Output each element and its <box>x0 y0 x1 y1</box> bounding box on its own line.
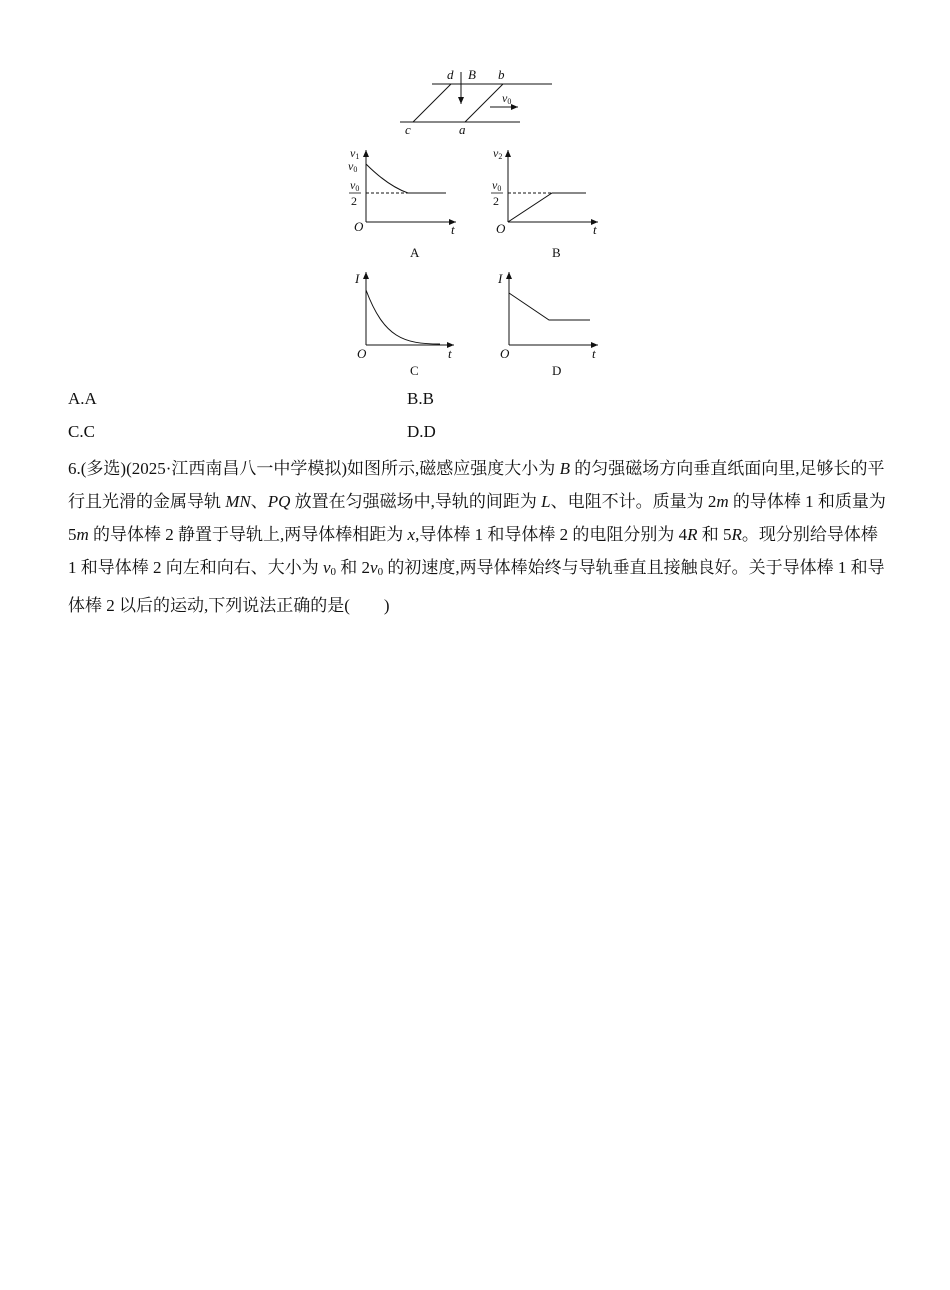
origin-label: O <box>496 221 506 236</box>
graph-b <box>491 146 598 260</box>
origin-label: O <box>354 219 364 234</box>
label-d: d <box>447 67 454 82</box>
question-6: 6.(多选)(2025·江西南昌八一中学模拟)如图所示,磁感应强度大小为 B 的匀强磁场方向垂直纸面向里,足够长的平行且光滑的金属导轨 MN、PQ 放置在匀强磁场中,导轨的间距为 L、电阻不计。质量为 2m 的导体棒 1 和质量为 5m 的导体棒 2 静置于导轨上,两导体棒相距为 x,导体棒 1 和导体棒 2 的电阻分别为 4R 和 5R。现分别给导体棒 1 和导体棒 2 向左和向右、大小为 $v_0$ 和 $2v_0$ 的初速度,两导体棒始终与导轨垂直且接触良好。关于导体棒 1 和导体棒 2 以后的运动,下列说法正确的是( ) <box>68 459 886 615</box>
graph-c <box>354 271 454 378</box>
x-label: t <box>451 222 455 237</box>
y-label: v1 <box>350 146 360 161</box>
option-d[interactable]: D.D <box>407 422 436 441</box>
tick-half-num: v0 <box>492 178 502 193</box>
option-c[interactable]: C.C <box>68 422 95 441</box>
current-line <box>509 293 590 320</box>
tick-half-num: v0 <box>350 178 360 193</box>
tick-half-den: 2 <box>351 194 357 208</box>
label-a: a <box>459 122 466 137</box>
tick-half-den: 2 <box>493 194 499 208</box>
x-label: t <box>448 346 452 361</box>
y-label: I <box>498 271 503 286</box>
y-label: I <box>355 271 360 286</box>
origin-label: O <box>500 346 510 361</box>
ramp-line <box>508 193 586 222</box>
figure <box>0 0 950 390</box>
label-v0: v0 <box>502 91 512 106</box>
rod-dc <box>413 84 451 122</box>
caption: D <box>552 363 562 378</box>
x-label: t <box>593 222 597 237</box>
decay-curve <box>366 290 440 344</box>
curve <box>366 164 446 193</box>
label-field-b: B <box>468 67 476 82</box>
tick-v0: v0 <box>348 159 358 174</box>
caption: A <box>410 245 420 260</box>
caption: B <box>552 245 561 260</box>
rail-setup-diagram <box>400 67 552 137</box>
caption: C <box>410 363 419 378</box>
graph-a <box>348 146 456 260</box>
origin-label: O <box>357 346 367 361</box>
rod-ba <box>465 84 503 122</box>
option-a[interactable]: A.A <box>68 389 97 408</box>
label-b: b <box>498 67 505 82</box>
graph-d <box>497 271 598 378</box>
label-c: c <box>405 122 411 137</box>
option-b[interactable]: B.B <box>407 389 434 408</box>
y-label: v2 <box>493 146 503 161</box>
x-label: t <box>592 346 596 361</box>
